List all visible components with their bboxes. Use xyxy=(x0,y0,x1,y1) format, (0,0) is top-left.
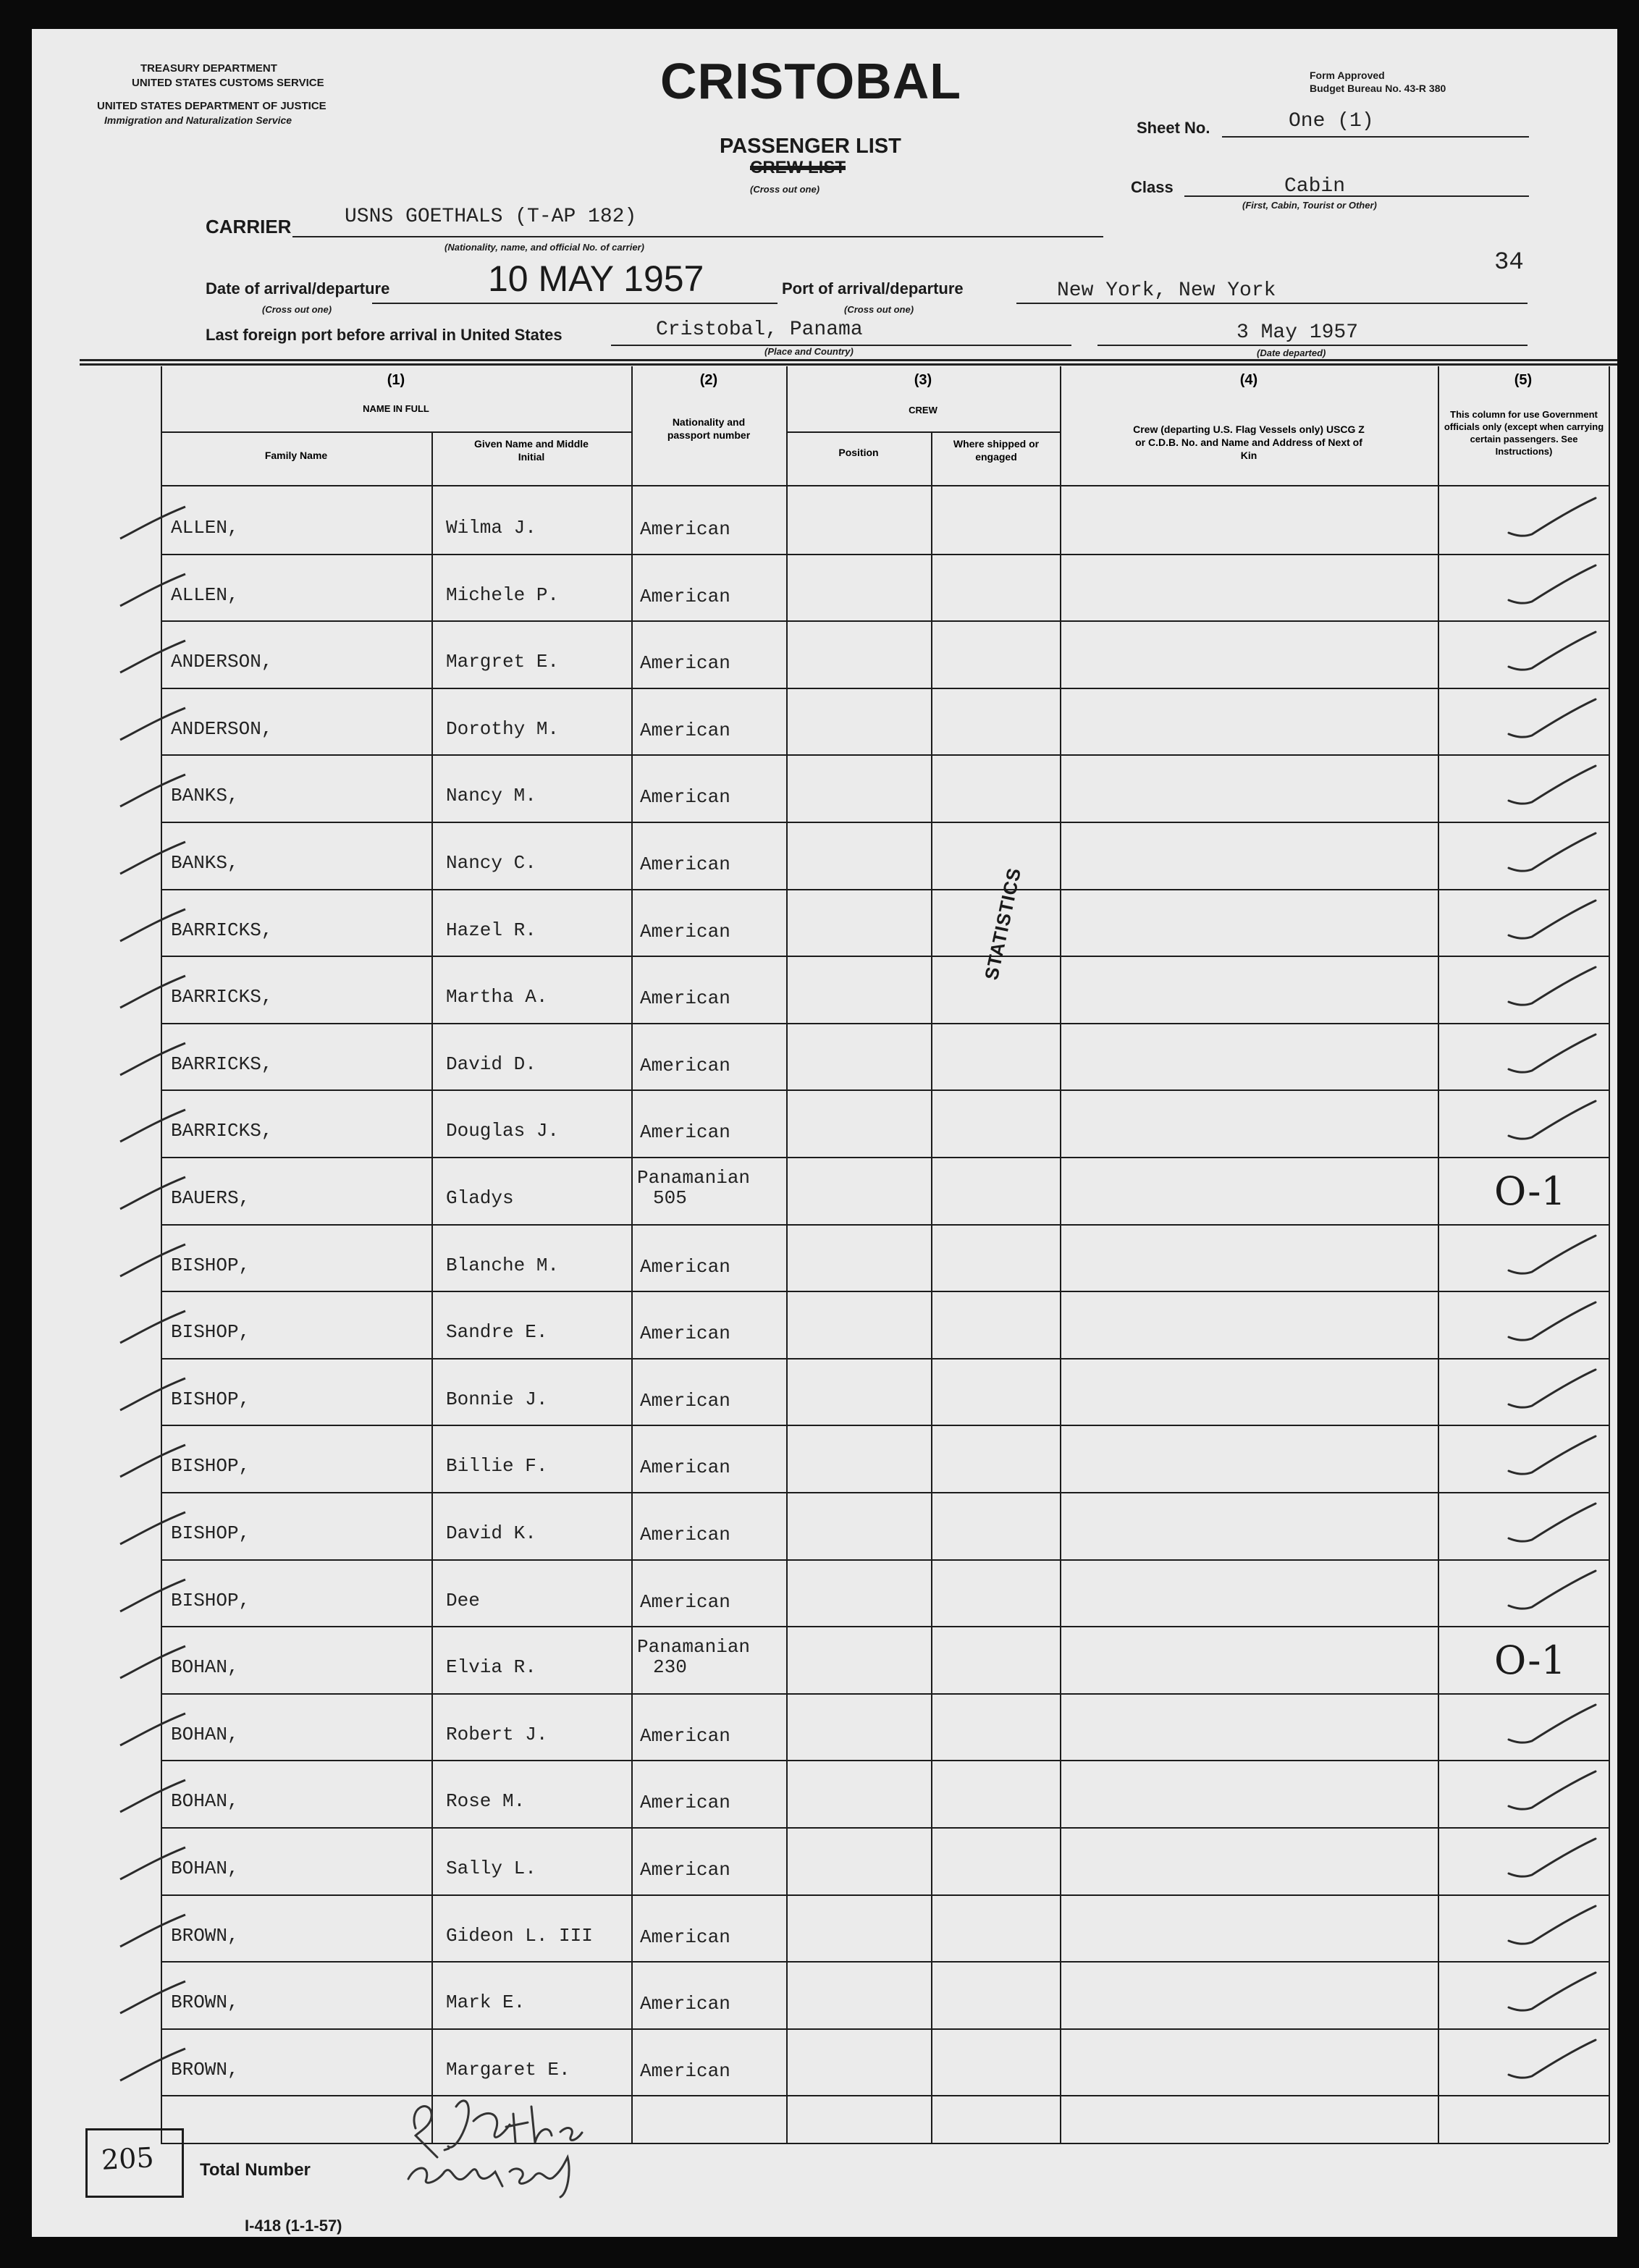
date-note: (Cross out one) xyxy=(262,304,332,315)
col1-title: NAME IN FULL xyxy=(363,403,429,414)
date-departed-note: (Date departed) xyxy=(1257,347,1326,358)
tally-tick-icon xyxy=(113,570,193,613)
passenger-list-sheet xyxy=(32,29,1617,2237)
tally-tick-icon xyxy=(113,971,193,1015)
list-type-crossed: CREW LIST xyxy=(750,158,846,177)
tally-tick-icon xyxy=(113,838,193,881)
sheet-label: Sheet No. xyxy=(1137,119,1210,137)
date-label: Date of arrival/departure xyxy=(206,279,390,298)
sheet-value: One (1) xyxy=(1289,110,1374,132)
date-departed-value: 3 May 1957 xyxy=(1236,321,1359,344)
given-name-cell: Sally L. xyxy=(446,1858,536,1879)
position-header: Position xyxy=(838,447,879,458)
row-divider xyxy=(161,1224,1609,1226)
family-name-cell: ANDERSON, xyxy=(171,651,273,673)
checkmark-icon xyxy=(1494,1498,1603,1556)
family-name-cell: ALLEN, xyxy=(171,583,239,606)
tally-tick-icon xyxy=(113,2044,193,2088)
nationality-cell: American xyxy=(640,987,730,1010)
given-name-cell: Nancy M. xyxy=(446,785,536,807)
row-divider xyxy=(161,1894,1609,1896)
port-value: New York, New York xyxy=(1057,279,1276,302)
tally-tick-icon xyxy=(113,1307,193,1350)
form-number: I-418 (1-1-57) xyxy=(245,2217,342,2235)
total-number-label: Total Number xyxy=(200,2160,311,2180)
tally-tick-icon xyxy=(113,1240,193,1283)
tally-tick-icon xyxy=(113,770,193,814)
row-divider xyxy=(161,554,1609,555)
given-name-cell: Dorothy M. xyxy=(446,717,560,740)
checkmark-icon xyxy=(1494,1430,1603,1488)
checkmark-icon xyxy=(1494,1364,1603,1422)
nationality-cell: American xyxy=(640,1121,730,1144)
tally-tick-icon xyxy=(113,905,193,948)
checkmark-icon xyxy=(1494,1565,1603,1623)
checkmark-icon xyxy=(1494,760,1603,818)
last-port-value: Cristobal, Panama xyxy=(656,319,863,341)
agency-line-1: TREASURY DEPARTMENT xyxy=(140,62,277,75)
row-divider xyxy=(161,1693,1609,1695)
family-name-cell: BOHAN, xyxy=(171,1723,239,1745)
family-name-header: Family Name xyxy=(264,450,328,461)
tally-tick-icon xyxy=(113,1709,193,1753)
row-divider xyxy=(161,889,1609,890)
nationality-cell: American xyxy=(640,1323,730,1345)
nationality-cell: American xyxy=(640,1389,730,1412)
given-name-cell: Gladys xyxy=(446,1187,514,1209)
checkmark-icon xyxy=(1494,1297,1603,1354)
row-divider xyxy=(161,1089,1609,1091)
tally-tick-icon xyxy=(113,704,193,747)
passport-number-cell: 230 xyxy=(653,1656,687,1679)
class-value: Cabin xyxy=(1284,175,1346,198)
checkmark-icon xyxy=(1494,1230,1603,1288)
checkmark-icon xyxy=(1494,2034,1603,2092)
row-divider xyxy=(161,1425,1609,1426)
nationality-cell: American xyxy=(640,585,730,607)
tally-tick-icon xyxy=(113,1642,193,1685)
tally-tick-icon xyxy=(113,1105,193,1149)
given-name-cell: Blanche M. xyxy=(446,1254,560,1276)
page-number: 34 xyxy=(1494,249,1524,277)
nationality-cell: American xyxy=(640,920,730,943)
nationality-cell: American xyxy=(640,1859,730,1881)
given-name-cell: Dee xyxy=(446,1589,480,1611)
given-name-cell: David K. xyxy=(446,1522,536,1544)
family-name-cell: BISHOP, xyxy=(171,1522,250,1544)
family-name-cell: BOHAN, xyxy=(171,1790,239,1813)
checkmark-icon xyxy=(1494,1833,1603,1891)
tally-tick-icon xyxy=(113,1173,193,1216)
family-name-cell: ALLEN, xyxy=(171,517,239,539)
nationality-cell: American xyxy=(640,1457,730,1479)
checkmark-icon xyxy=(1494,1029,1603,1087)
family-name-cell: BARRICKS, xyxy=(171,919,273,941)
agency-line-3: UNITED STATES DEPARTMENT OF JUSTICE xyxy=(97,100,326,112)
nationality-cell: American xyxy=(640,1054,730,1076)
col4-title: Crew (departing U.S. Flag Vessels only) USCG Z or C.D.B. No. and Name and Address of Next of Kin xyxy=(1133,423,1365,461)
nationality-cell: American xyxy=(640,518,730,540)
checkmark-icon xyxy=(1494,1699,1603,1757)
col3-number: (3) xyxy=(914,372,932,388)
given-name-cell: Margret E. xyxy=(446,651,560,673)
row-divider xyxy=(161,2095,1609,2096)
nationality-cell: American xyxy=(640,2060,730,2082)
family-name-cell: BARRICKS, xyxy=(171,1053,273,1075)
family-name-cell: BISHOP, xyxy=(171,1455,250,1477)
tally-tick-icon xyxy=(113,1575,193,1619)
family-name-cell: ANDERSON, xyxy=(171,717,273,740)
nationality-cell: Panamanian xyxy=(637,1636,751,1658)
class-label: Class xyxy=(1131,178,1174,196)
statistics-stamp: STATISTICS xyxy=(980,865,1026,982)
given-name-cell: Rose M. xyxy=(446,1790,526,1813)
family-name-cell: BAUERS, xyxy=(171,1187,250,1209)
tally-tick-icon xyxy=(113,1374,193,1417)
nationality-cell: American xyxy=(640,1524,730,1546)
family-name-cell: BISHOP, xyxy=(171,1321,250,1344)
agency-line-4: Immigration and Naturalization Service xyxy=(104,114,292,126)
family-name-cell: BISHOP, xyxy=(171,1254,250,1276)
family-name-cell: BROWN, xyxy=(171,2058,239,2081)
row-divider xyxy=(161,1559,1609,1561)
checkmark-icon xyxy=(1494,1967,1603,2025)
nationality-cell: American xyxy=(640,1792,730,1814)
row-divider xyxy=(161,1626,1609,1627)
given-name-cell: Sandre E. xyxy=(446,1321,548,1344)
tally-tick-icon xyxy=(113,1977,193,2020)
checkmark-icon xyxy=(1494,895,1603,953)
col3-title: CREW xyxy=(909,405,938,416)
tally-tick-icon xyxy=(113,1441,193,1484)
row-divider xyxy=(161,1023,1609,1024)
family-name-cell: BOHAN, xyxy=(171,1656,239,1679)
row-divider xyxy=(161,1291,1609,1292)
carrier-label: CARRIER xyxy=(206,216,292,237)
row-divider xyxy=(161,688,1609,689)
nationality-cell: American xyxy=(640,652,730,675)
tally-tick-icon xyxy=(113,1776,193,1819)
checkmark-icon xyxy=(1494,492,1603,550)
list-type-note: (Cross out one) xyxy=(750,184,820,195)
row-divider xyxy=(161,2028,1609,2030)
nationality-cell: Panamanian xyxy=(637,1167,751,1189)
nationality-cell: American xyxy=(640,1724,730,1747)
row-divider xyxy=(161,1492,1609,1493)
list-type-title: PASSENGER LIST xyxy=(720,135,901,158)
family-name-cell: BARRICKS, xyxy=(171,986,273,1008)
row-divider xyxy=(161,620,1609,622)
form-approved-line-2: Budget Bureau No. 43-R 380 xyxy=(1310,83,1446,94)
given-name-cell: Hazel R. xyxy=(446,919,536,941)
given-name-cell: Mark E. xyxy=(446,1991,526,2014)
carrier-note: (Nationality, name, and official No. of carrier) xyxy=(444,242,644,253)
port-label: Port of arrival/departure xyxy=(782,279,964,298)
tally-tick-icon xyxy=(113,636,193,680)
tally-tick-icon xyxy=(113,1910,193,1954)
class-note: (First, Cabin, Tourist or Other) xyxy=(1242,200,1377,211)
nationality-cell: American xyxy=(640,1255,730,1278)
official-mark: O-1 xyxy=(1494,1637,1566,1684)
where-shipped-header: Where shipped or engaged xyxy=(953,438,1040,463)
given-name-header: Given Name and Middle Initial xyxy=(474,438,589,463)
family-name-cell: BANKS, xyxy=(171,852,239,874)
family-name-cell: BOHAN, xyxy=(171,1858,239,1879)
row-divider xyxy=(161,1827,1609,1829)
row-divider xyxy=(161,822,1609,823)
nationality-cell: American xyxy=(640,719,730,741)
family-name-cell: BARRICKS, xyxy=(171,1120,273,1142)
col1-number: (1) xyxy=(387,372,405,388)
nationality-cell: American xyxy=(640,1590,730,1613)
form-approved-line-1: Form Approved xyxy=(1310,69,1385,81)
col2-title: Nationality and passport number xyxy=(667,416,751,441)
family-name-cell: BROWN, xyxy=(171,1991,239,2014)
port-stamp-title: CRISTOBAL xyxy=(660,53,962,109)
given-name-cell: Martha A. xyxy=(446,986,548,1008)
purser-signature xyxy=(387,2063,691,2201)
date-value: 10 MAY 1957 xyxy=(488,258,704,299)
nationality-cell: American xyxy=(640,786,730,809)
checkmark-icon xyxy=(1494,961,1603,1019)
family-name-cell: BISHOP, xyxy=(171,1589,250,1611)
last-port-label: Last foreign port before arrival in United States xyxy=(206,326,563,344)
port-note: (Cross out one) xyxy=(844,304,914,315)
nationality-cell: American xyxy=(640,1926,730,1948)
family-name-cell: BANKS, xyxy=(171,785,239,807)
checkmark-icon xyxy=(1494,1900,1603,1958)
given-name-cell: David D. xyxy=(446,1053,536,1075)
official-mark: O-1 xyxy=(1494,1168,1566,1214)
given-name-cell: Billie F. xyxy=(446,1455,548,1477)
last-port-note: (Place and Country) xyxy=(764,346,854,357)
given-name-cell: Douglas J. xyxy=(446,1120,560,1142)
given-name-cell: Elvia R. xyxy=(446,1656,536,1679)
family-name-cell: BISHOP, xyxy=(171,1388,250,1410)
given-name-cell: Robert J. xyxy=(446,1723,548,1745)
given-name-cell: Gideon L. III xyxy=(446,1924,593,1947)
agency-line-2: UNITED STATES CUSTOMS SERVICE xyxy=(132,77,324,89)
col4-number: (4) xyxy=(1239,372,1258,388)
total-box-value: 205 xyxy=(100,2141,155,2176)
tally-tick-icon xyxy=(113,1508,193,1551)
checkmark-icon xyxy=(1494,1766,1603,1824)
checkmark-icon xyxy=(1494,1095,1603,1153)
tally-tick-icon xyxy=(113,1039,193,1082)
checkmark-icon xyxy=(1494,560,1603,617)
given-name-cell: Margaret E. xyxy=(446,2058,570,2081)
family-name-cell: BROWN, xyxy=(171,1924,239,1947)
row-divider xyxy=(161,1961,1609,1963)
col5-number: (5) xyxy=(1514,372,1533,388)
col5-title: This column for use Government officials only (except when carrying certain passengers. See Instructions) xyxy=(1444,409,1604,457)
given-name-cell: Michele P. xyxy=(446,583,560,606)
col2-number: (2) xyxy=(699,372,718,388)
given-name-cell: Nancy C. xyxy=(446,852,536,874)
tally-tick-icon xyxy=(113,502,193,546)
row-divider xyxy=(161,1157,1609,1158)
row-divider xyxy=(161,956,1609,957)
nationality-cell: American xyxy=(640,853,730,875)
tally-tick-icon xyxy=(113,1843,193,1887)
checkmark-icon xyxy=(1494,827,1603,885)
row-divider xyxy=(161,754,1609,756)
given-name-cell: Wilma J. xyxy=(446,517,536,539)
nationality-cell: American xyxy=(640,1993,730,2015)
checkmark-icon xyxy=(1494,694,1603,751)
row-divider xyxy=(161,1760,1609,1761)
row-divider xyxy=(161,1358,1609,1359)
passport-number-cell: 505 xyxy=(653,1187,687,1209)
checkmark-icon xyxy=(1494,626,1603,684)
given-name-cell: Bonnie J. xyxy=(446,1388,548,1410)
carrier-value: USNS GOETHALS (T-AP 182) xyxy=(345,206,637,228)
